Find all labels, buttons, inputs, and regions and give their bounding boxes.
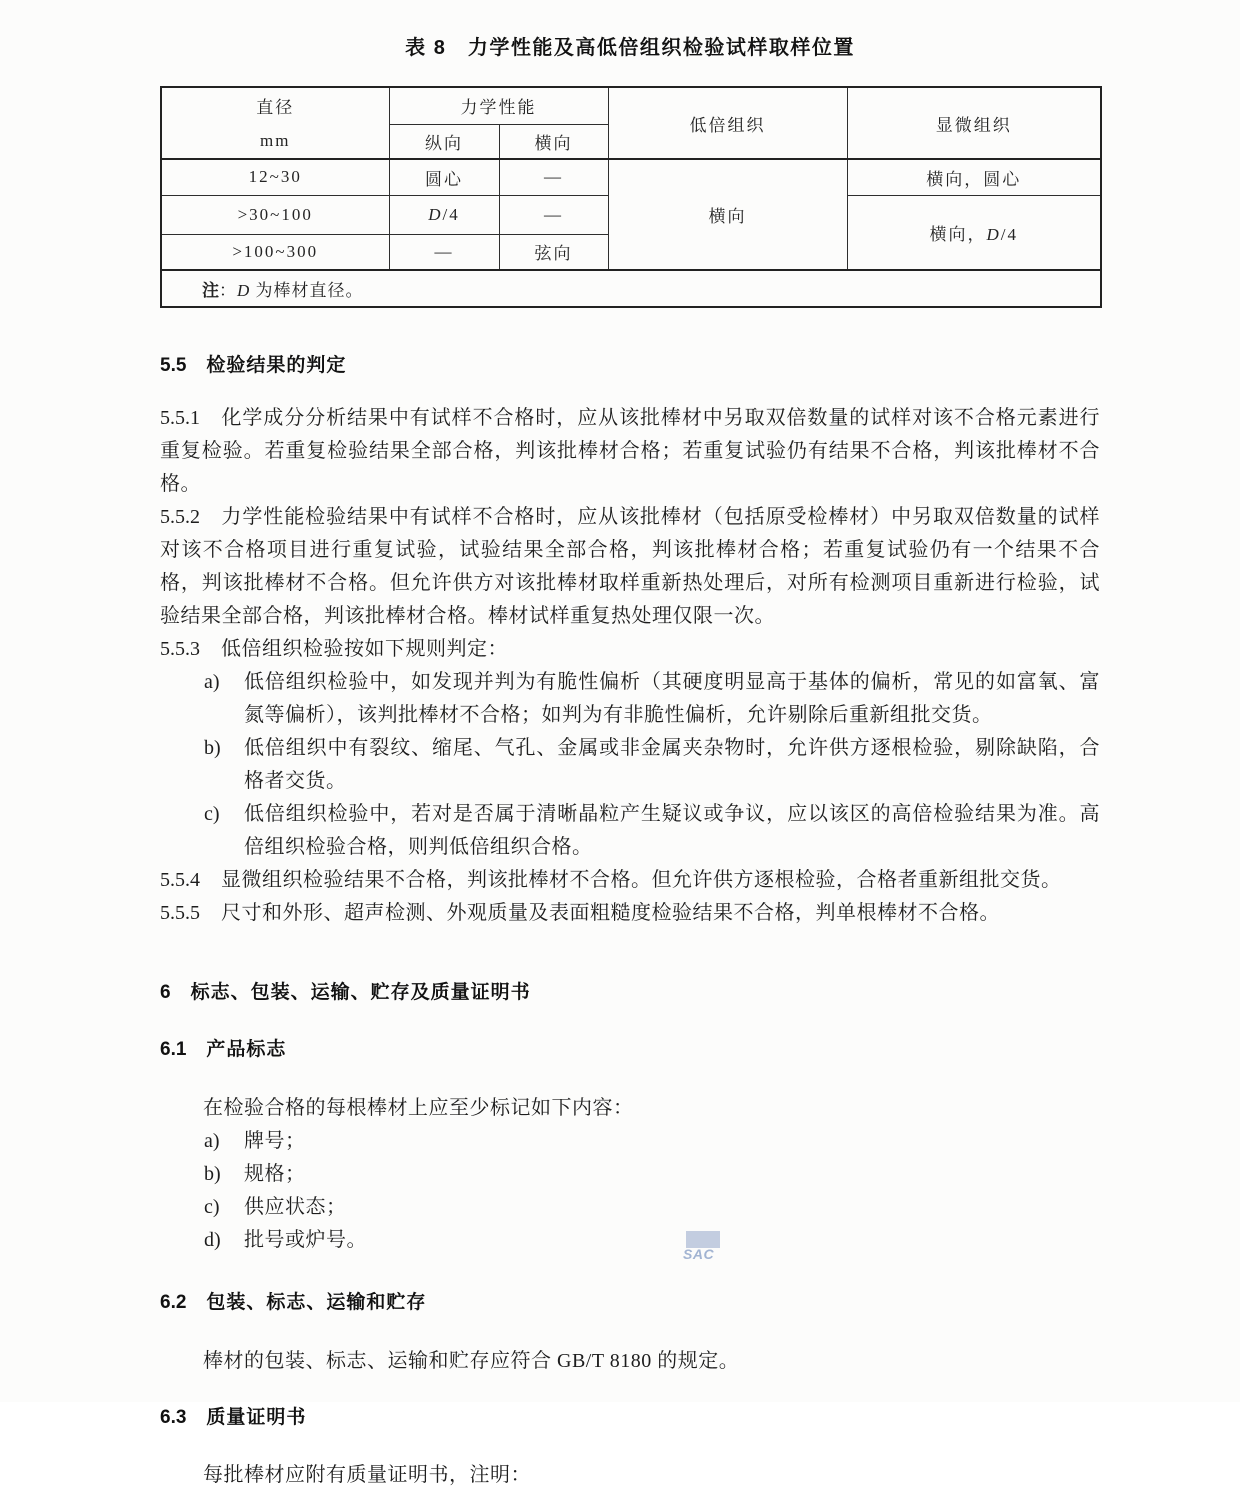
cell-microstructure-30-300 (847, 195, 1101, 270)
sac-watermark (683, 1231, 723, 1262)
table-note (161, 270, 1101, 307)
paragraph-5-5-2 (160, 501, 1100, 633)
d-fraction: /4 (442, 204, 460, 224)
paragraph-5-5-3 (160, 633, 1100, 666)
cell-longitudinal-12-30: 圆心 (389, 159, 499, 195)
section-6-2-heading (160, 1291, 1100, 1314)
section-6-3-title: 质量证明书 (206, 1407, 307, 1428)
list-item-a (160, 666, 1100, 732)
mark-item-a (160, 1125, 1100, 1158)
paragraph-5-5-5-text: 尺寸和外形、超声检测、外观质量及表面粗糙度检验结果不合格，判单根棒材不合格。 (221, 902, 1000, 924)
note-text: 为棒材直径。 (250, 281, 364, 300)
paragraph-5-5-1-text: 化学成分分析结果中有试样不合格时，应从该批棒材中另取双倍数量的试样对该不合格元素进行重复检验。若重复检验结果全部合格，判该批棒材合格；若重复试验仍有结果不合格，判该批棒材不合格。 (160, 407, 1100, 495)
list-item-b-text: 低倍组织中有裂纹、缩尾、气孔、金属或非金属夹杂物时，允许供方逐根检验，剔除缺陷，合格者交货。 (244, 737, 1100, 792)
section-6-3-body (160, 1459, 1100, 1492)
paragraph-5-5-4 (160, 864, 1100, 897)
table-row-12-30 (161, 159, 1101, 195)
cell-longitudinal-30-100 (389, 195, 499, 234)
section-6-2-title: 包装、标志、运输和贮存 (206, 1292, 427, 1313)
cell-longitudinal-100-300: — (389, 234, 499, 270)
section-6-number: 6 (160, 982, 171, 1003)
section-6-3-number: 6.3 (160, 1407, 187, 1428)
header-cell-longitudinal: 纵向 (389, 124, 499, 159)
section-6-1-title: 产品标志 (206, 1039, 287, 1060)
mark-item-a-text: 牌号； (244, 1130, 306, 1152)
mark-item-a-label: a) (204, 1130, 220, 1152)
cell-diameter-30-100: >30~100 (161, 195, 389, 234)
section-5-5-heading (160, 354, 1100, 377)
section-5-5-number: 5.5 (160, 355, 187, 376)
section-6-heading (160, 981, 1100, 1004)
diameter-header-wrap (162, 88, 389, 158)
mark-item-b-label: b) (204, 1163, 221, 1185)
section-6-title: 标志、包装、运输、贮存及质量证明书 (190, 982, 531, 1003)
d-symbol: D (237, 281, 251, 300)
mark-item-c-label: c) (204, 1196, 220, 1218)
header-cell-macrostructure: 低倍组织 (608, 87, 847, 159)
micro-prefix: 横向， (929, 224, 987, 244)
section-6-1-number: 6.1 (160, 1039, 187, 1060)
section-6-3-heading (160, 1406, 1100, 1429)
paragraph-5-5-3-text: 低倍组织检验按如下规则判定： (221, 638, 508, 660)
mark-item-d-text: 批号或炉号。 (244, 1229, 367, 1251)
diameter-header-unit: mm (260, 130, 291, 150)
mark-item-b-text: 规格； (244, 1163, 306, 1185)
cell-transverse-12-30: — (499, 159, 608, 195)
cell-diameter-100-300: >100~300 (161, 234, 389, 270)
mark-item-c-text: 供应状态； (244, 1196, 347, 1218)
paragraph-5-5-2-number: 5.5.2 (160, 506, 200, 528)
paragraph-6-3-text: 每批棒材应附有质量证明书，注明： (203, 1464, 531, 1486)
list-item-b-label: b) (204, 737, 221, 759)
table-note-row (161, 270, 1101, 307)
list-item-c-label: c) (204, 803, 220, 825)
cell-macrostructure-all: 横向 (608, 159, 847, 270)
paragraph-5-5-4-text: 显微组织检验结果不合格，判该批棒材不合格。但允许供方逐根检验，合格者重新组批交货。 (221, 869, 1062, 891)
mark-item-c (160, 1191, 1100, 1224)
cell-transverse-100-300: 弦向 (499, 234, 608, 270)
paragraph-5-5-5-number: 5.5.5 (160, 902, 200, 924)
paragraph-5-5-5 (160, 897, 1100, 930)
d-symbol: D (986, 224, 1001, 244)
cell-microstructure-12-30: 横向，圆心 (847, 159, 1101, 195)
sampling-position-table (160, 86, 1102, 308)
paragraph-6-2-text: 棒材的包装、标志、运输和贮存应符合 GB/T 8180 的规定。 (203, 1350, 740, 1372)
paragraph-5-5-4-number: 5.5.4 (160, 869, 200, 891)
header-cell-diameter (161, 87, 389, 159)
section-6-1-body (160, 1092, 1100, 1257)
list-item-c-text: 低倍组织检验中，若对是否属于清晰晶粒产生疑议或争议，应以该区的高倍检验结果为准。高倍组织检验合格，则判低倍组织合格。 (244, 803, 1100, 858)
d-symbol: D (428, 204, 443, 224)
sac-watermark-text: SAC (683, 1246, 715, 1262)
paragraph-5-5-2-text: 力学性能检验结果中有试样不合格时，应从该批棒材（包括原受检棒材）中另取双倍数量的试样对该不合格项目进行重复试验，试验结果全部合格，判该批棒材合格；若重复试验仍有一个结果不合格，判该批棒材不合格。但允许供方对该批棒材取样重新热处理后，对所有检测项目重新进行检验，试验结果全部合格，判该批棒材合格。棒材试样重复热处理仅限一次。 (160, 506, 1100, 627)
section-5-5-title: 检验结果的判定 (206, 355, 347, 376)
header-cell-mechanical: 力学性能 (389, 87, 608, 124)
paragraph-5-5-1-number: 5.5.1 (160, 407, 200, 429)
table-header-row-1 (161, 87, 1101, 124)
paragraph-6-1-intro: 在检验合格的每根棒材上应至少标记如下内容： (203, 1097, 634, 1119)
header-cell-transverse: 横向 (499, 124, 608, 159)
list-item-a-text: 低倍组织检验中，如发现并判为有脆性偏析（其硬度明显高于基体的偏析，常见的如富氧、富氮等偏析），该判批棒材不合格；如判为有非脆性偏析，允许剔除后重新组批交货。 (244, 671, 1100, 726)
cell-transverse-30-100: — (499, 195, 608, 234)
section-6-2-number: 6.2 (160, 1292, 187, 1313)
section-6-1-heading (160, 1038, 1100, 1061)
mark-item-d (160, 1224, 1100, 1257)
header-cell-microstructure: 显微组织 (847, 87, 1101, 159)
cell-diameter-12-30: 12~30 (161, 159, 389, 195)
table-caption: 表 8 力学性能及高低倍组织检验试样取样位置 (405, 37, 855, 59)
diameter-header-label: 直径 (256, 98, 295, 117)
list-item-b (160, 732, 1100, 798)
note-label: 注 (202, 281, 219, 300)
note-colon: ： (219, 281, 237, 300)
paragraph-5-5-3-number: 5.5.3 (160, 638, 200, 660)
section-5-5-body (160, 402, 1100, 930)
paragraph-5-5-1 (160, 402, 1100, 501)
mark-item-b (160, 1158, 1100, 1191)
d-fraction: /4 (1000, 224, 1018, 244)
section-6-2-body (160, 1345, 1100, 1378)
list-item-a-label: a) (204, 671, 220, 693)
mark-item-d-label: d) (204, 1229, 221, 1251)
list-item-c (160, 798, 1100, 864)
